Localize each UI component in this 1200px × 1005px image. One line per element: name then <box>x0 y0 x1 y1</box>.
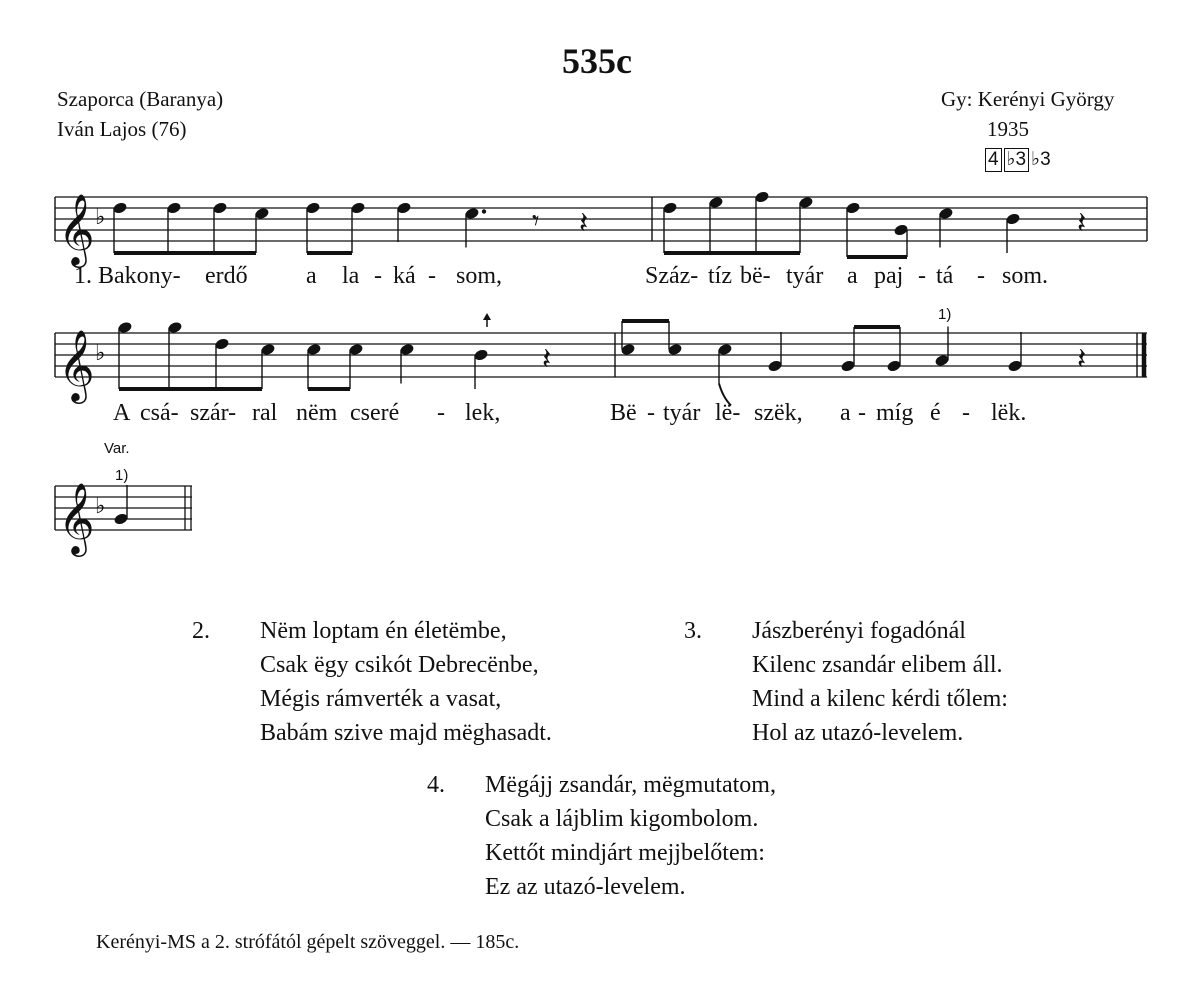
lyric-1q: - <box>977 263 985 289</box>
lyric-1d: la <box>342 263 360 289</box>
lyric-2r: - <box>962 400 970 426</box>
lyric-1c: a <box>306 263 317 289</box>
lyric-1b: erdő <box>205 263 248 289</box>
stanza-line: Nëm loptam én életëmbe, <box>260 618 507 644</box>
stanza-line: Kettőt mindjárt mejjbelőtem: <box>485 840 765 866</box>
lyric-2k: tyár <box>663 400 701 426</box>
lyric-2d: ral <box>252 400 278 426</box>
collector-name: Gy: Kerényi György <box>941 87 1115 111</box>
lyric-2m: szëk, <box>754 400 803 426</box>
stanza-number: 2. <box>192 618 210 644</box>
stanza-4 <box>427 768 857 908</box>
lyric-2b: csá- <box>140 400 179 426</box>
pitch-arrow-head-icon <box>483 313 491 320</box>
lyric-2f: cseré <box>350 400 400 426</box>
scale-box-1: 4 <box>985 148 1002 172</box>
lyric-1h: som, <box>456 263 503 289</box>
quarter-rest-icon: 𝄽 <box>1077 342 1087 377</box>
treble-clef-icon: 𝄞 <box>58 192 95 265</box>
lyric-1p: tá <box>936 263 954 289</box>
variant-label: Var. <box>104 440 130 457</box>
flat-key-signature-icon: ♭ <box>95 341 106 366</box>
stanza-line: Mëgájj zsandár, mëgmutatom, <box>485 772 776 798</box>
quarter-rest-icon: 𝄽 <box>579 206 589 241</box>
stanza-line: Jászberényi fogadónál <box>752 618 966 644</box>
lyric-1j: tíz <box>708 263 732 289</box>
lyric-1g: - <box>428 263 436 289</box>
stanza-3 <box>684 614 1084 754</box>
lyric-2s: lëk. <box>991 400 1027 426</box>
lyric-1e: - <box>374 263 382 289</box>
flat-key-signature-icon: ♭ <box>95 205 106 230</box>
scale-box-2: ♭3 <box>1004 148 1030 172</box>
lyric-2l: lë- <box>715 400 741 426</box>
lyric-2e: nëm <box>296 400 338 426</box>
lyric-2q: é <box>930 400 941 426</box>
lyric-1n: paj <box>874 263 904 289</box>
quarter-rest-icon: 𝄽 <box>542 342 552 377</box>
stanza-line: Ez az utazó-levelem. <box>485 874 686 900</box>
lyric-2g: - <box>437 400 445 426</box>
lyric-2a: A <box>113 400 131 426</box>
stanza-line: Mind a kilenc kérdi tőlem: <box>752 686 1008 712</box>
lyric-1f: ká <box>393 263 416 289</box>
augmentation-dot <box>482 209 486 213</box>
lyric-1i: Száz- <box>645 263 699 289</box>
lyric-2o: - <box>858 400 866 426</box>
lyric-2i: Bë <box>610 400 637 426</box>
scale-value-3: ♭3 <box>1031 149 1051 170</box>
treble-clef-icon: 𝄞 <box>58 328 95 401</box>
stanza-number: 4. <box>427 772 445 798</box>
stanza-line: Mégis rámverték a vasat, <box>260 686 502 712</box>
treble-clef-icon: 𝄞 <box>58 481 95 554</box>
variant-marker: 1) <box>115 467 129 484</box>
lyric-2p: míg <box>876 400 914 426</box>
lyric-1m: a <box>847 263 858 289</box>
stanza-line: Csak ëgy csikót Debrecënbe, <box>260 652 539 678</box>
lyric-2j: - <box>647 400 655 426</box>
lyric-2c: szár- <box>190 400 237 426</box>
stanza-2 <box>192 614 632 754</box>
stanza-number: 3. <box>684 618 702 644</box>
eighth-rest-icon: 𝄾 <box>532 204 540 237</box>
collection-place: Szaporca (Baranya) <box>57 87 224 111</box>
stanza-line: Kilenc zsandár elibem áll. <box>752 652 1003 678</box>
source-note: Kerényi-MS a 2. strófától gépelt szöveggel. — 185c. <box>96 931 520 953</box>
lyric-1o: - <box>918 263 926 289</box>
stanza-line: Csak a lájblim kigombolom. <box>485 806 759 832</box>
lyric-2h: lek, <box>465 400 501 426</box>
singer-name: Iván Lajos (76) <box>57 117 187 141</box>
stanza-line: Hol az utazó-levelem. <box>752 720 964 746</box>
lyric-1k: bë- <box>740 263 771 289</box>
quarter-rest-icon: 𝄽 <box>1077 206 1087 241</box>
collection-year: 1935 <box>987 117 1029 141</box>
lyric-1r: som. <box>1002 263 1049 289</box>
lyric-2n: a <box>840 400 851 426</box>
footnote-marker: 1) <box>938 306 952 323</box>
lyric-1a: 1. Bakony- <box>74 263 181 289</box>
lyric-1l: tyár <box>786 263 824 289</box>
stanza-line: Babám szive majd mëghasadt. <box>260 720 552 746</box>
flat-key-signature-icon: ♭ <box>95 494 106 519</box>
song-number: 535c <box>562 41 632 81</box>
